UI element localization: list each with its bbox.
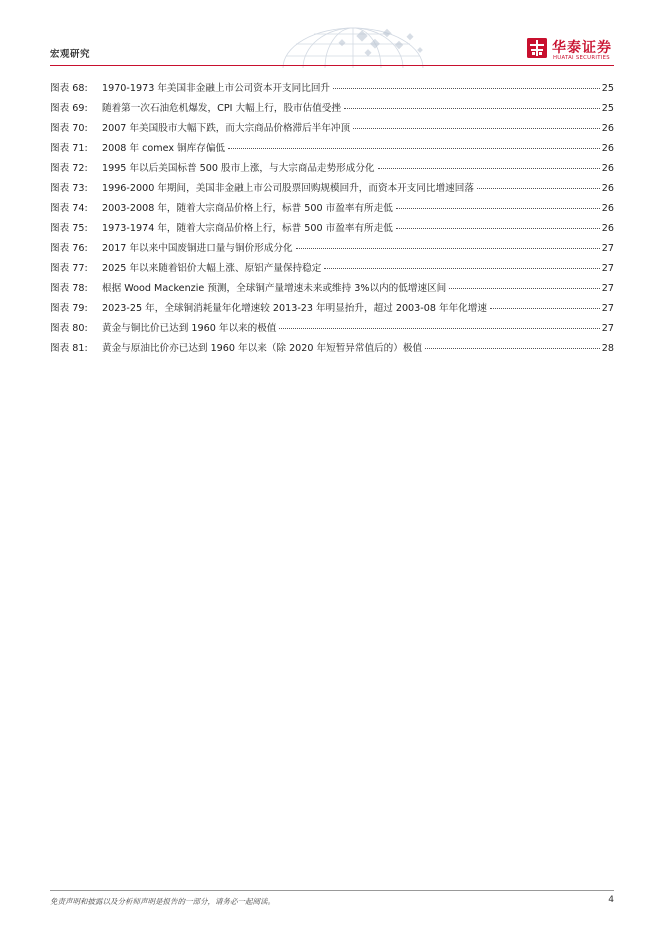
figure-title: 2017 年以来中国废铜进口量与铜价形成分化 <box>102 243 293 254</box>
toc-entry[interactable] <box>50 139 614 159</box>
section-label: 宏观研究 <box>50 49 91 60</box>
figure-label: 图表 77: <box>50 263 88 274</box>
figure-label: 图表 72: <box>50 163 88 174</box>
huatai-logo <box>527 36 627 64</box>
leader-dots <box>477 188 600 189</box>
disclaimer-note: 免责声明和披露以及分析师声明是报告的一部分，请务必一起阅读。 <box>50 897 275 906</box>
figure-title: 2008 年 comex 铜库存偏低 <box>102 143 226 154</box>
figure-label: 图表 73: <box>50 183 88 194</box>
figure-page-number: 26 <box>601 223 614 234</box>
leader-dots <box>378 168 600 169</box>
leader-dots <box>353 128 600 129</box>
leader-dots <box>228 148 600 149</box>
leader-dots <box>324 268 599 269</box>
figure-label: 图表 71: <box>50 143 88 154</box>
leader-dots <box>296 248 600 249</box>
leader-dots <box>396 228 600 229</box>
figure-title: 1996-2000 年期间，美国非金融上市公司股票回购规模回升，而资本开支同比增速回落 <box>102 183 474 194</box>
figure-label: 图表 79: <box>50 303 88 314</box>
leader-dots <box>333 88 600 89</box>
toc-entry[interactable] <box>50 299 614 319</box>
toc-entry[interactable] <box>50 279 614 299</box>
figure-page-number: 25 <box>601 103 614 114</box>
globe-watermark-icon <box>268 22 438 68</box>
figure-page-number: 27 <box>601 303 614 314</box>
leader-dots <box>279 328 599 329</box>
figure-label: 图表 76: <box>50 243 88 254</box>
figure-label: 图表 68: <box>50 83 88 94</box>
figure-title: 1995 年以后美国标普 500 股市上涨，与大宗商品走势形成分化 <box>102 163 375 174</box>
figure-title: 黄金与铜比价已达到 1960 年以来的极值 <box>102 323 277 334</box>
figure-page-number: 26 <box>601 143 614 154</box>
figure-title: 黄金与原油比价亦已达到 1960 年以来（除 2020 年短暂异常值后的）极值 <box>102 343 423 354</box>
figure-title: 2025 年以来随着铝价大幅上涨、原铝产量保持稳定 <box>102 263 322 274</box>
figure-page-number: 26 <box>601 203 614 214</box>
toc-entry[interactable] <box>50 339 614 359</box>
figure-label: 图表 81: <box>50 343 88 354</box>
figure-page-number: 27 <box>601 243 614 254</box>
figure-page-number: 26 <box>601 123 614 134</box>
toc-entry[interactable] <box>50 159 614 179</box>
page-header <box>0 0 662 68</box>
logo-english-name: HUATAI SECURITIES <box>553 55 610 61</box>
figure-page-number: 25 <box>601 83 614 94</box>
toc-entry[interactable] <box>50 319 614 339</box>
toc-entry[interactable] <box>50 219 614 239</box>
toc-entry[interactable] <box>50 239 614 259</box>
huatai-logo-icon <box>527 38 547 58</box>
figure-label: 图表 70: <box>50 123 88 134</box>
figure-title: 2003-2008 年，随着大宗商品价格上行，标普 500 市盈率有所走低 <box>102 203 393 214</box>
toc-entry[interactable] <box>50 119 614 139</box>
header-divider <box>50 65 614 66</box>
leader-dots <box>449 288 600 289</box>
figure-label: 图表 75: <box>50 223 88 234</box>
figure-page-number: 26 <box>601 183 614 194</box>
toc-entry[interactable] <box>50 79 614 99</box>
figure-title: 1973-1974 年，随着大宗商品价格上行，标普 500 市盈率有所走低 <box>102 223 393 234</box>
figure-page-number: 28 <box>601 343 614 354</box>
figure-title: 2007 年美国股市大幅下跌，而大宗商品价格滞后半年冲顶 <box>102 123 351 134</box>
figure-page-number: 27 <box>601 263 614 274</box>
figure-page-number: 27 <box>601 323 614 334</box>
leader-dots <box>344 108 600 109</box>
leader-dots <box>425 348 600 349</box>
figure-page-number: 26 <box>601 163 614 174</box>
figure-title: 根据 Wood Mackenzie 预测，全球铜产量增速未来或维持 3%以内的低增速区间 <box>102 283 447 294</box>
figure-title: 1970-1973 年美国非金融上市公司资本开支同比回升 <box>102 83 331 94</box>
figure-label: 图表 74: <box>50 203 88 214</box>
figure-page-number: 27 <box>601 283 614 294</box>
figure-label: 图表 80: <box>50 323 88 334</box>
figure-title: 2023-25 年，全球铜消耗量年化增速较 2013-23 年明显抬升，超过 2003-08 年年化增速 <box>102 303 487 314</box>
page-number: 4 <box>608 895 614 905</box>
footer-divider <box>50 890 614 891</box>
leader-dots <box>396 208 600 209</box>
logo-chinese-name: 华泰证券 <box>552 40 612 56</box>
figure-label: 图表 69: <box>50 103 88 114</box>
figure-list <box>50 79 614 359</box>
toc-entry[interactable] <box>50 259 614 279</box>
toc-entry[interactable] <box>50 99 614 119</box>
toc-entry[interactable] <box>50 199 614 219</box>
figure-title: 随着第一次石油危机爆发，CPI 大幅上行，股市估值受挫 <box>102 103 342 114</box>
figure-label: 图表 78: <box>50 283 88 294</box>
toc-entry[interactable] <box>50 179 614 199</box>
leader-dots <box>490 308 600 309</box>
